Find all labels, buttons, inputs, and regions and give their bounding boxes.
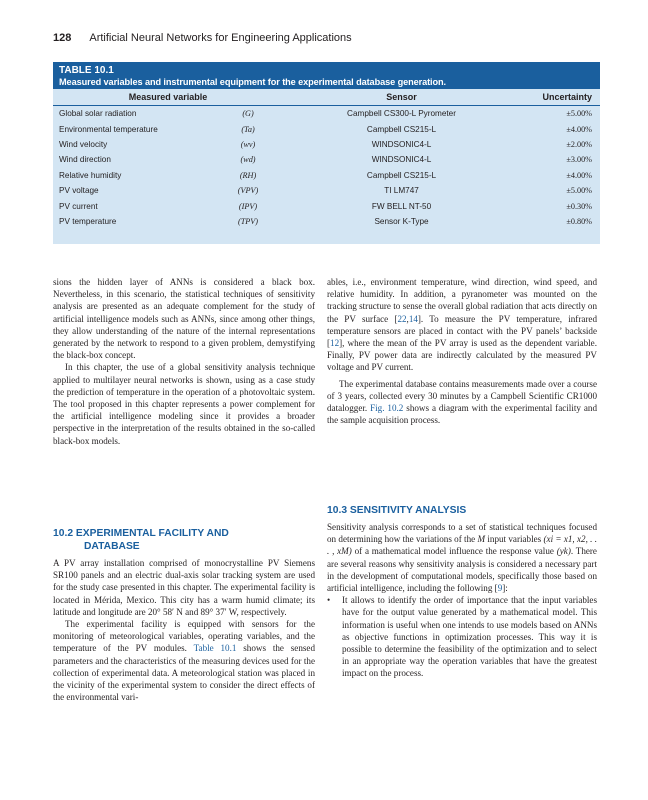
variable-cell: PV current: [59, 201, 98, 211]
section-heading-10-2: 10.2 EXPERIMENTAL FACILITY AND DATABASE: [53, 528, 229, 552]
variable-cell: PV voltage: [59, 186, 99, 196]
table-caption-bar: [53, 62, 600, 89]
running-header: [53, 32, 352, 44]
variable-cell: Relative humidity: [59, 170, 122, 180]
table-row: [53, 198, 600, 213]
table-header-row: [53, 89, 600, 106]
bullet-marker: •: [327, 595, 331, 606]
uncertainty-cell: ±5.00%: [566, 109, 593, 119]
paragraph: Sensitivity analysis corresponds to a set of statistical techniques focused on determining how the variations of the M input variables (xi = x1, x2, . . . , xM) of a mathematical model influence the response value (yk). There are several reasons why sensitivity analysis is considered a necessary part in the development of computational models, specifically those based on artificial intelligence, including the following [9]:: [327, 522, 598, 594]
symbol-cell: (RH): [239, 170, 257, 180]
symbol-cell: (VPV): [237, 186, 259, 196]
paragraph: The experimental facility is equipped with sensors for the monitoring of meteorological variables, operating variables, and the temperature of the PV modules. Table 10.1 shows the sensed parameters and the characteristics of the measuring devices used for the collection of experimental data. A meteorological station was placed in the vicinity of the experimental system to consider the direct effects of the environmental vari-: [53, 619, 316, 703]
table-row: [53, 214, 600, 229]
table-row: [53, 152, 600, 167]
left-column: [53, 276, 315, 447]
page-number: 128: [53, 32, 72, 44]
table-row: [53, 137, 600, 152]
table-row: [53, 106, 600, 122]
uncertainty-cell: ±2.00%: [566, 139, 593, 149]
sensor-cell: TI LM747: [384, 186, 419, 196]
right-column: [327, 276, 597, 426]
symbol-cell: (Ta): [241, 124, 255, 134]
symbol-cell: (G): [242, 109, 254, 119]
table-caption: Measured variables and instrumental equipment for the experimental database generation.: [59, 77, 446, 87]
sensor-cell: Campbell CS215-L: [366, 170, 437, 180]
table-row: [53, 183, 600, 198]
symbol-cell: (wv): [240, 139, 256, 149]
paragraph: sions the hidden layer of ANNs is considered a black box. Nevertheless, in this scenario, the statistical techniques of sensitivity analysis are presented as an adequate complement for the study of artificial intelligence models such as ANNs, since among other things, they allow understanding of the nature of the internal representations generated by the network to respond to a given problem, demystifying the black-box concept.: [53, 277, 315, 361]
variable-cell: Global solar radiation: [59, 109, 137, 119]
col-header-sensor: Sensor: [283, 89, 520, 106]
table-label: TABLE 10.1: [59, 65, 114, 76]
left-column-section: [53, 557, 315, 703]
uncertainty-cell: ±5.00%: [566, 186, 593, 196]
section-heading-10-3: 10.3 SENSITIVITY ANALYSIS: [327, 505, 467, 516]
citation-link[interactable]: 22: [397, 313, 407, 324]
table-ref-link[interactable]: Table 10.1: [193, 643, 237, 654]
variable-cell: Wind direction: [59, 155, 111, 165]
table-row: [53, 168, 600, 183]
symbol-cell: (TPV): [238, 216, 259, 226]
col-header-variable: Measured variable: [53, 89, 283, 106]
sensor-cell: Campbell CS215-L: [366, 124, 437, 134]
book-title: Artificial Neural Networks for Engineering Applications: [89, 32, 352, 44]
table-row: [53, 121, 600, 136]
paragraph: The experimental database contains measurements made over a course of 3 years, collected every 30 minutes by a Campbell Scientific CR1000 datalogger. Fig. 10.2 shows a diagram with the experimental facility and the sample acquisition process.: [327, 378, 597, 426]
data-table: [53, 89, 600, 229]
paragraph: ables, i.e., environment temperature, wind direction, wind speed, and relative humidity. In addition, a pyranometer was mounted on the tracking structure to sense the overall global radiation that acts directly on the PV surface [22,14]. To measure the PV temperature, infrared temperature sensors are placed in contact with the PV panels’ backside [12], where the mean of the PV array is used as the dependent variable. Finally, PV power data are indirectly calculated by the measured PV voltage and PV current.: [327, 277, 597, 373]
uncertainty-cell: ±4.00%: [566, 170, 593, 180]
bullet-item: • It allows to identify the order of importance that the input variables have for the output value generated by a mathematical model. This information is useful when one intends to use models based on ANNs as objective functions in optimization processes. This way it is possible to determine the feasibility of the optimization and to select in an appropriate way the operation variables that have the greatest impact on the process.: [327, 595, 597, 679]
sensor-cell: Sensor K-Type: [374, 216, 429, 226]
uncertainty-cell: ±3.00%: [566, 155, 593, 165]
citation-link[interactable]: 12: [330, 338, 340, 349]
variable-cell: PV temperature: [59, 216, 117, 226]
variable-cell: Environmental temperature: [59, 124, 158, 134]
paragraph: In this chapter, the use of a global sensitivity analysis technique applied to multilayer neural networks is shown, using as a case study the prediction of temperature in the operation of a photovoltaic system. The tool proposed in this chapter represents a power complement for the artificial intelligence modeling since it provides a broader perspective in the interpretation of the results obtained in the so-called black-box models.: [53, 362, 315, 446]
table-10-1: [53, 62, 600, 244]
symbol-cell: (wd): [240, 155, 256, 165]
citation-link[interactable]: 9: [497, 583, 503, 594]
uncertainty-cell: ±4.00%: [566, 124, 593, 134]
sensor-cell: WINDSONIC4-L: [371, 139, 432, 149]
figure-ref-link[interactable]: Fig. 10.2: [370, 403, 404, 414]
right-column-section: [327, 521, 597, 680]
citation-link[interactable]: 14: [408, 313, 418, 324]
col-header-uncertainty: Uncertainty: [520, 89, 600, 106]
sensor-cell: FW BELL NT-50: [371, 201, 432, 211]
uncertainty-cell: ±0.80%: [566, 216, 593, 226]
paragraph: A PV array installation comprised of monocrystalline PV Siemens SR100 panels and an electric dual-axis solar tracking system are used for the study case presented in this chapter. The experimental facility is located in Mérida, Mexico. This city has a warm humid climate; its latitude and longitude are 20° 58′ N and 89° 37′ W, respectively.: [53, 558, 315, 617]
variable-cell: Wind velocity: [59, 139, 108, 149]
sensor-cell: Campbell CS300-L Pyrometer: [347, 109, 456, 119]
symbol-cell: (IPV): [238, 201, 258, 211]
uncertainty-cell: ±0.30%: [566, 201, 593, 211]
sensor-cell: WINDSONIC4-L: [371, 155, 432, 165]
